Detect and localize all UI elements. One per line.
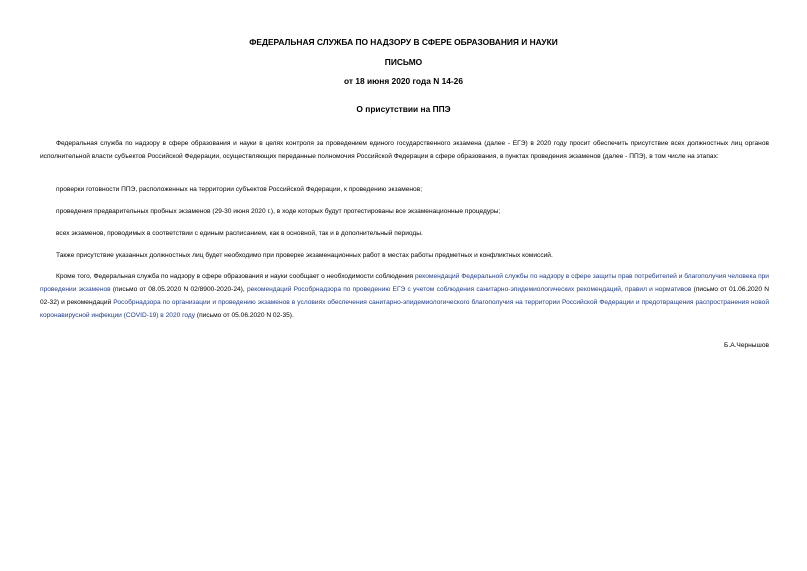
rosobrnadzor-ege-recommendations-link[interactable]: рекомендаций Рособрнадзора по проведению ЕГЭ с учетом соблюдения санитарно-эпидемиологических рекомендаций, правил и нормативов (246, 286, 692, 293)
recommendations-letter-ref-1: (письмо от 08.05.2020 N 02/8900-2020-24), (110, 286, 247, 293)
recommendations-text-start: Кроме того, Федеральная служба по надзору в сфере образования и науки сообщает о необходимости соблюдения (56, 273, 415, 280)
stage-item-all-exams: всех экзаменов, проводимых в соответствии с единым расписанием, как в основной, так и в дополнительный периоды. (56, 230, 423, 237)
document-subject: О присутствии на ППЭ (356, 104, 451, 114)
signature: Б.А.Чернышов (724, 342, 769, 349)
rospotrebnadzor-recommendations-link[interactable]: рекомендаций Федеральной службы по надзору в сфере защиты прав потребителей и благополучия человека при проведении экзаменов (40, 273, 769, 293)
recommendations-paragraph (40, 270, 769, 322)
document-date-number: от 18 июня 2020 года N 14-26 (344, 76, 463, 86)
rosobrnadzor-covid-recommendations-link[interactable]: Рособрнадзора по организации и проведению экзаменов в условиях обеспечения санитарно-эпидемиологического благополучия на территории Российской Федерации и предотвращения распространения новой коронавирусной инфекции (COVID-19) в 2020 году (40, 299, 770, 319)
document-type: ПИСЬМО (384, 57, 423, 67)
stage-item-readiness: проверки готовности ППЭ, расположенных на территории субъектов Российской Федерации, к проведению экзаменов; (56, 186, 423, 193)
recommendations-letter-ref-2: (письмо от 01.06.2020 N 02-32) и рекомендаций (40, 286, 769, 306)
agency-title: ФЕДЕРАЛЬНАЯ СЛУЖБА ПО НАДЗОРУ В СФЕРЕ ОБРАЗОВАНИЯ И НАУКИ (249, 37, 558, 47)
recommendations-letter-ref-3: (письмо от 05.06.2020 N 02-35). (195, 312, 294, 319)
intro-paragraph: Федеральная служба по надзору в сфере образования и науки в целях контроля за проведением единого государственного экзамена (далее - ЕГЭ) в 2020 году просит обеспечить присутствие всех должностных лиц органов исполнительной власти субъектов Российской Федерации, осуществляющих переданные полномочия Российской Федерации в сфере образования, в пунктах проведения экзаменов (далее - ППЭ), в том числе на этапах: (40, 140, 769, 160)
also-paragraph: Также присутствие указанных должностных лиц будет необходимо при проверке экзаменационных работ в местах работы предметных и конфликтных комиссий. (56, 252, 553, 259)
stage-item-trial-exams: проведения предварительных пробных экзаменов (29-30 июня 2020 г.), в ходе которых будут протестированы все экзаменационные процедуры; (56, 208, 501, 215)
